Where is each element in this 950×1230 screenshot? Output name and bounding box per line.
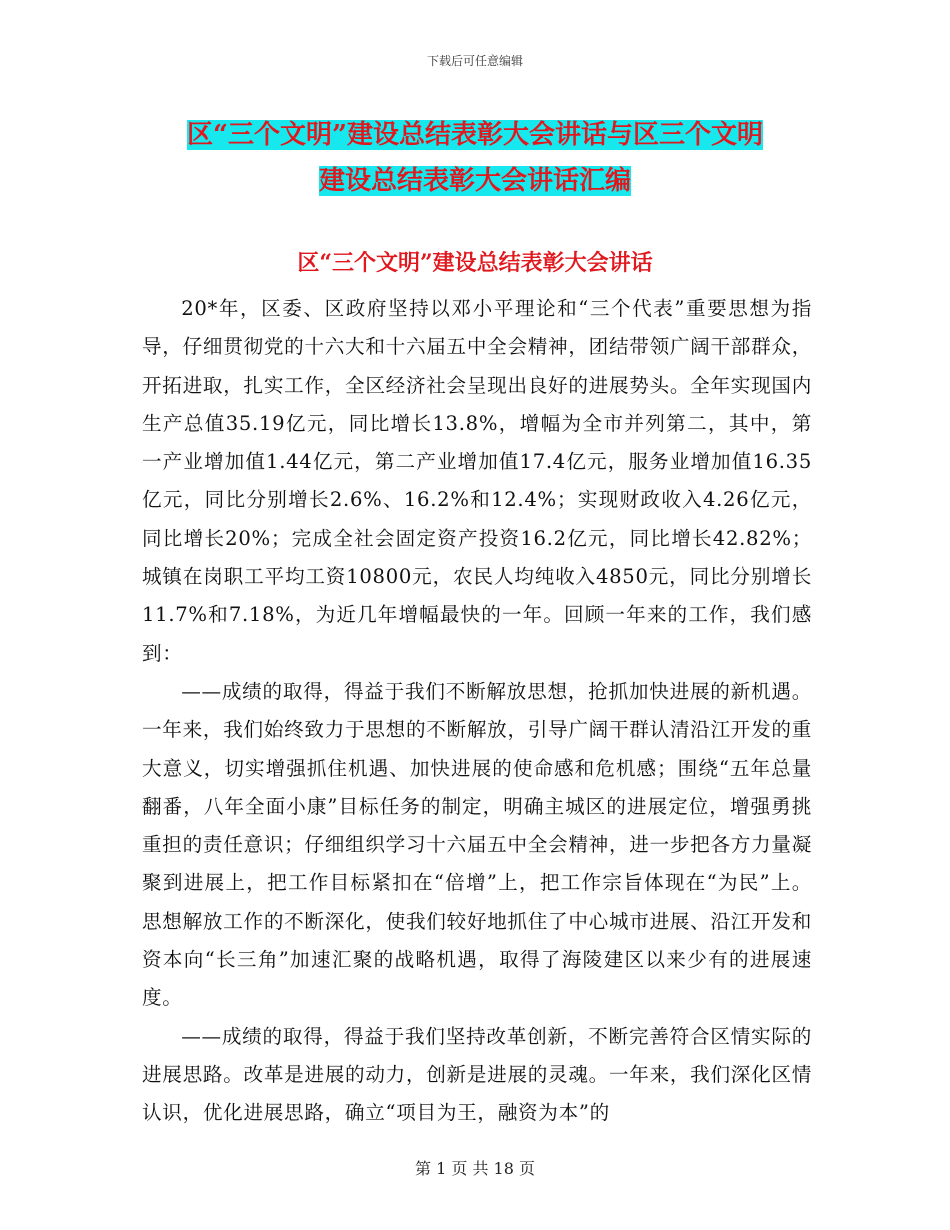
section-title: 区“三个文明”建设总结表彰大会讲话 <box>297 250 653 276</box>
body-text <box>142 290 812 1133</box>
paragraph-2: ——成绩的取得，得益于我们不断解放思想，抢抓加快进展的新机遇。一年来，我们始终致力于思想的不断解放，引导广阔干群认清沿江开发的重大意义，切实增强抓住机遇、加快进展的使命感和危机感；围绕“五年总量翻番，八年全面小康”目标任务的制定，明确主城区的进展定位，增强勇挑重担的责任意识；仔细组织学习十六届五中全会精神，进一步把各方力量凝聚到进展上，把工作目标紧扣在“倍增”上，把工作宗旨体现在“为民”上。思想解放工作的不断深化，使我们较好地抓住了中心城市进展、沿江开发和资本向“长三角”加速汇聚的战略机遇，取得了海陵建区以来少有的进展速度。 <box>142 679 812 1010</box>
title-line-2: 建设总结表彰大会讲话汇编 <box>318 166 631 196</box>
paragraph-1: 20*年，区委、区政府坚持以邓小平理论和“三个代表”重要思想为指导，仔细贯彻党的十六大和十六届五中全会精神，团结带领广阔干部群众，开拓进取，扎实工作，全区经济社会呈现出良好的进展势头。全年实现国内生产总值35.19亿元，同比增长13.8%，增幅为全市并列第二，其中，第一产业增加值1.44亿元，第二产业增加值17.4亿元，服务业增加值16.35亿元，同比分别增长2.6%、16.2%和12.4%；实现财政收入4.26亿元，同比增长20%；完成全社会固定资产投资16.2亿元，同比增长42.82%；城镇在岗职工平均工资10800元，农民人均纯收入4850元，同比分别增长11.7%和7.18%，为近几年增幅最快的一年。回顾一年来的工作，我们感到： <box>142 297 812 665</box>
title-line-1: 区“三个文明”建设总结表彰大会讲话与区三个文明 <box>187 120 763 150</box>
page-footer: 第 1 页 共 18 页 <box>415 1159 535 1178</box>
document-title <box>140 112 810 204</box>
paragraph-3: ——成绩的取得，得益于我们坚持改革创新，不断完善符合区情实际的进展思路。改革是进展的动力，创新是进展的灵魂。一年来，我们深化区情认识，优化进展思路，确立“项目为王，融资为本”的 <box>142 1024 812 1125</box>
page-header: 下载后可任意编辑 <box>426 54 523 68</box>
